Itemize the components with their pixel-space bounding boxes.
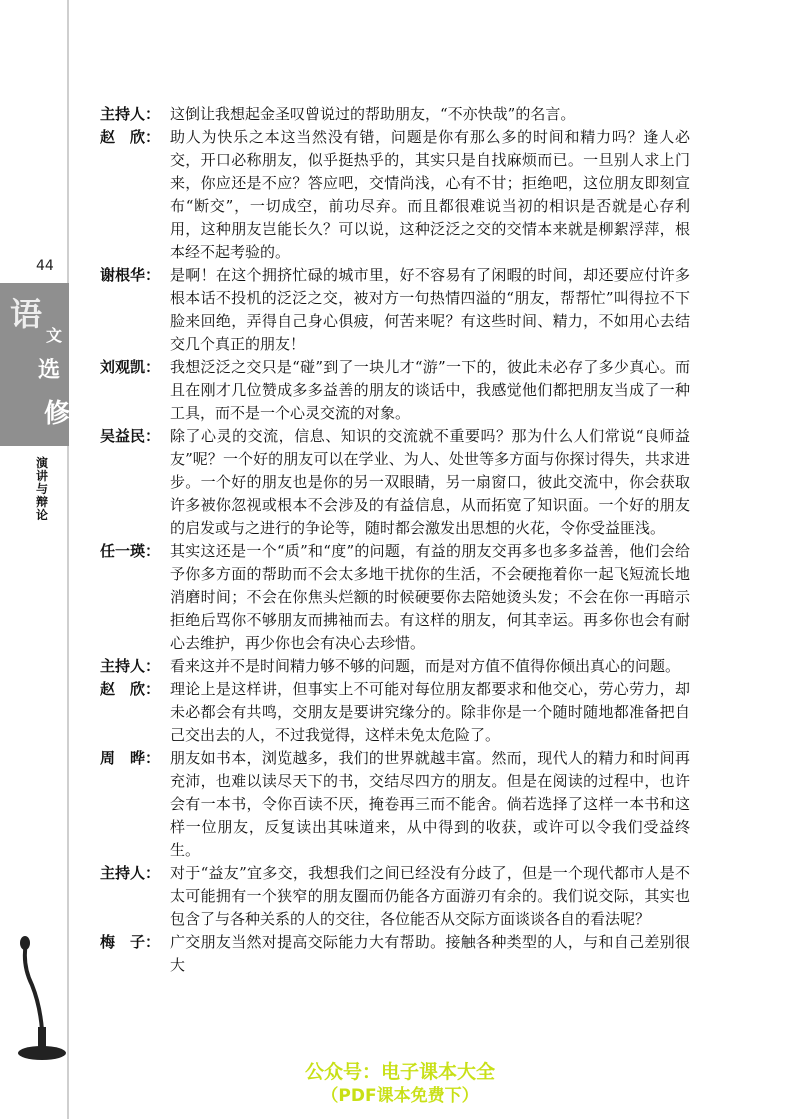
dialogue-entry (100, 862, 690, 931)
speech-text: 我想泛泛之交只是“碰”到了一块儿才“游”一下的，彼此未必存了多少真心。而且在刚才几位赞成多多益善的朋友的谈话中，我感觉他们都把朋友当成了一种工具，而不是一个心灵交流的对象。 (170, 358, 690, 422)
side-tab-char: 语 (10, 295, 43, 333)
speech-text: 对于“益友”宜多交，我想我们之间已经没有分歧了，但是一个现代都市人是不太可能拥有一个狭窄的朋友圈而仍能各方面游刃有余的。我们说交际，其实也包含了与各种关系的人的交往，各位能否从交际方面谈谈各自的看法呢？ (170, 864, 690, 928)
speaker-label: 主持人： (100, 864, 161, 882)
side-tab-char: 修 (44, 399, 71, 429)
watermark-line: 公众号：电子课本大全 (304, 1061, 495, 1083)
dialogue-entry (100, 264, 690, 356)
side-tab (0, 283, 69, 446)
speaker-label: 谢根华： (100, 266, 161, 284)
speech-text: 广交朋友当然对提高交际能力大有帮助。接触各种类型的人，与和自己差别很大 (170, 933, 690, 974)
speaker-label: 赵 欣： (100, 680, 161, 698)
watermark-line: （PDF课本免费下） (321, 1086, 479, 1106)
side-tab-char: 文 (46, 326, 63, 345)
speech-text: 朋友如书本，浏览越多，我们的世界就越丰富。然而，现代人的精力和时间再充沛，也难以读尽天下的书，交结尽四方的朋友。但是在阅读的过程中，也许会有一本书，令你百读不厌，掩卷再三而不能舍。倘若选择了这样一本书和这样一位朋友，反复读出其味道来，从中得到的收获，或许可以令我们受益终生。 (170, 749, 690, 859)
dialogue-entry (100, 931, 690, 977)
speaker-label: 主持人： (100, 105, 161, 123)
speaker-label: 赵 欣： (100, 128, 161, 146)
dialogue-entry (100, 678, 690, 747)
speaker-label: 吴益民： (100, 427, 161, 445)
speech-text: 理论上是这样讲，但事实上不可能对每位朋友都要求和他交心，劳心劳力，却未必都会有共鸣，交朋友是要讲究缘分的。除非你是一个随时随地都准备把自己交出去的人，不过我觉得，这样未免太危险了。 (170, 680, 690, 744)
dialogue-entry (100, 126, 690, 264)
speech-text: 其实这还是一个“质”和“度”的问题，有益的朋友交再多也多多益善，他们会给予你多方面的帮助而不会太多地干扰你的生活，不会硬拖着你一起飞短流长地消磨时间；不会在你焦头烂额的时候硬要你去陪她烫头发；不会在你一再暗示拒绝后骂你不够朋友而拂袖而去。有这样的朋友，何其幸运。再多你也会有耐心去维护，再少你也会有决心去珍惜。 (170, 542, 690, 652)
microphone-icon (12, 935, 76, 1065)
side-subtitle: 演讲与辩论 (36, 456, 49, 522)
speech-text: 助人为快乐之本这当然没有错，问题是你有那么多的时间和精力吗？逢人必交，开口必称朋友，似乎挺热乎的，其实只是自找麻烦而已。一旦别人求上门来，你应还是不应？答应吧，交情尚浅，心有不甘；拒绝吧，这位朋友即刻宣布“断交”，一切成空，前功尽弃。而且都很难说当初的相识是否就是心存利用，这种朋友岂能长久？可以说，这种泛泛之交的交情本来就是柳絮浮萍，根本经不起考验的。 (170, 128, 690, 261)
speech-text: 除了心灵的交流，信息、知识的交流就不重要吗？那为什么人们常说“良师益友”呢？一个好的朋友可以在学业、为人、处世等多方面与你探讨得失，共求进步。一个好的朋友也是你的另一双眼睛，另一扇窗口，彼此交流中，你会获取许多被你忽视或根本不会涉及的有益信息，从而拓宽了知识面。一个好的朋友的启发或与之进行的争论等，随时都会激发出思想的火花，令你受益匪浅。 (170, 427, 690, 537)
dialogue-entry (100, 103, 690, 126)
dialogue-entry (100, 425, 690, 540)
dialogue-entry (100, 747, 690, 862)
side-tab-char: 选 (38, 357, 61, 383)
dialogue-entry (100, 655, 690, 678)
speaker-label: 任一瑛： (100, 542, 161, 560)
dialogue-entry (100, 540, 690, 655)
page-number: 44 (36, 258, 54, 274)
speech-text: 这倒让我想起金圣叹曾说过的帮助朋友，“不亦快哉”的名言。 (170, 105, 576, 123)
dialogue-body (100, 103, 690, 977)
speaker-label: 主持人： (100, 657, 161, 675)
speaker-label: 周 晔： (100, 749, 161, 767)
speaker-label: 刘观凯： (100, 358, 161, 376)
speech-text: 是啊！在这个拥挤忙碌的城市里，好不容易有了闲暇的时间，却还要应付许多根本话不投机的泛泛之交，被对方一句热情四溢的“朋友，帮帮忙”叫得拉不下脸来回绝，弄得自己身心俱疲，何苦来呢？有这些时间、精力，不如用心去结交几个真正的朋友！ (170, 266, 690, 353)
dialogue-entry (100, 356, 690, 425)
speaker-label: 梅 子： (100, 933, 161, 951)
speech-text: 看来这并不是时间精力够不够的问题，而是对方值不值得你倾出真心的问题。 (170, 657, 681, 675)
